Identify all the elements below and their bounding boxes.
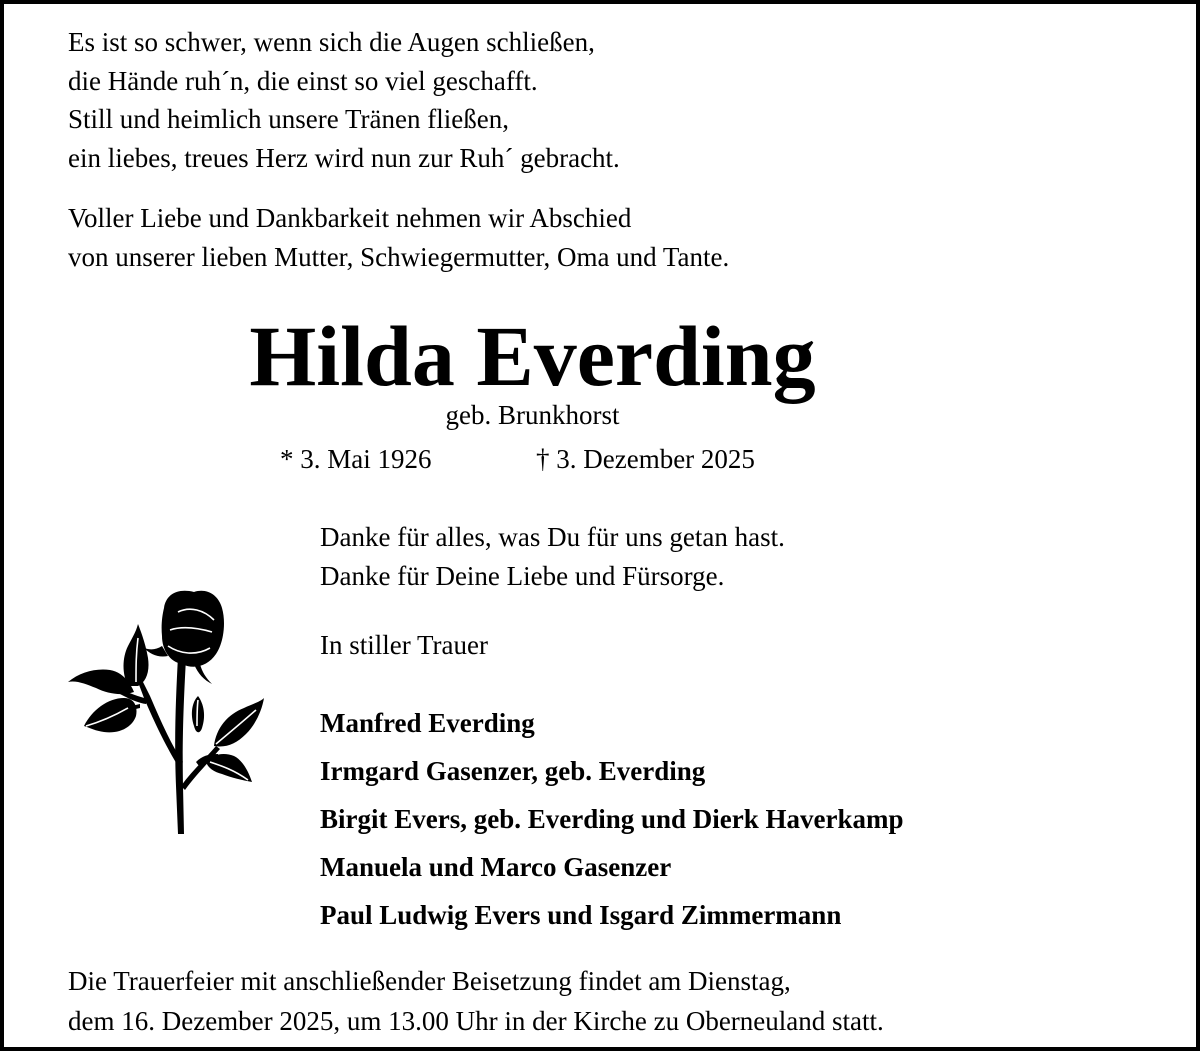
thanks-line: Danke für Deine Liebe und Fürsorge. [320, 560, 725, 591]
poem [68, 23, 620, 177]
mourner-item: Birgit Evers, geb. Everding und Dierk Haverkamp [320, 804, 904, 834]
birth-date: * 3. Mai 1926 [280, 444, 432, 474]
farewell-text [68, 199, 729, 276]
mourner-item: Manuela und Marco Gasenzer [320, 852, 672, 882]
poem-line: die Hände ruh´n, die einst so viel geschafft. [68, 65, 538, 96]
mourners-list [320, 699, 904, 939]
thanks-line: Danke für alles, was Du für uns getan hast. [320, 522, 785, 552]
poem-line: Es ist so schwer, wenn sich die Augen schließen, [68, 27, 595, 57]
poem-line: ein liebes, treues Herz wird nun zur Ruh´ gebracht. [68, 142, 620, 173]
service-line: Die Trauerfeier mit anschließender Beisetzung findet am Dienstag, [68, 966, 791, 996]
service-line: dem 16. Dezember 2025, um 13.00 Uhr in der Kirche zu Oberneuland statt. [68, 1006, 884, 1036]
mourner-item: Paul Ludwig Evers und Isgard Zimmermann [320, 900, 842, 930]
deceased-name: Hilda Everding [249, 308, 816, 404]
rose-icon [66, 586, 266, 836]
death-date: † 3. Dezember 2025 [536, 444, 755, 474]
poem-line: Still und heimlich unsere Tränen fließen, [68, 104, 509, 134]
maiden-name: geb. Brunkhorst [445, 400, 620, 430]
thanks-text [320, 518, 785, 595]
farewell-line: Voller Liebe und Dankbarkeit nehmen wir Abschied [68, 203, 632, 233]
mourning-label: In stiller Trauer [320, 630, 488, 660]
farewell-line: von unserer lieben Mutter, Schwiegermutter, Oma und Tante. [68, 241, 730, 272]
service-info [68, 961, 884, 1041]
mourner-item: Manfred Everding [320, 708, 535, 738]
mourner-item: Irmgard Gasenzer, geb. Everding [320, 756, 706, 786]
